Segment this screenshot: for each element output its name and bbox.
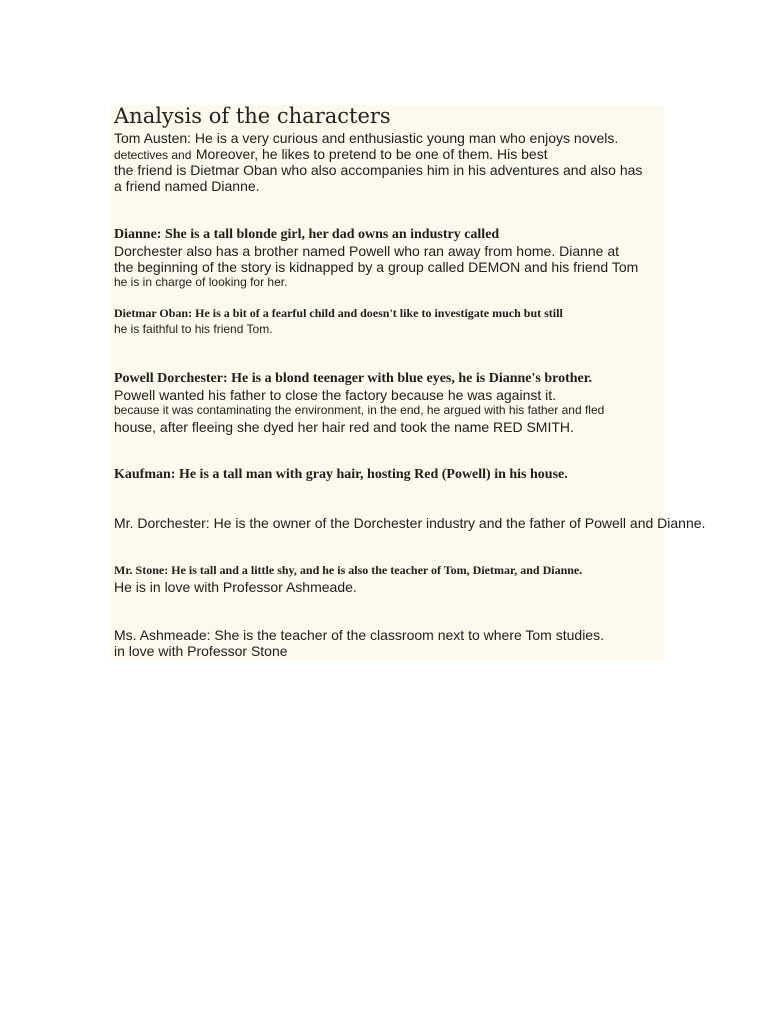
mr-dorchester-line: Mr. Dorchester: He is the owner of the Dorchester industry and the father of Powell and Dianne. (114, 515, 706, 531)
dietmar-line-2: he is faithful to his friend Tom. (114, 322, 273, 336)
tom-austen-line-2b: Moreover, he likes to pretend to be one of them. His best (195, 146, 548, 162)
ms-ashmeade-line-1: Ms. Ashmeade: She is the teacher of the classroom next to where Tom studies. (114, 627, 604, 643)
ms-ashmeade-line-2: in love with Professor Stone (114, 643, 288, 659)
document-title: Analysis of the characters (114, 104, 391, 128)
tom-austen-line-3: the friend is Dietmar Oban who also accompanies him in his adventures and also has (114, 162, 643, 178)
dietmar-heading-line: Dietmar Oban: He is a bit of a fearful child and doesn't like to investigate much but still (114, 306, 563, 320)
powell-line-2: Powell wanted his father to close the factory because he was against it. (114, 387, 557, 403)
kaufman-line: Kaufman: He is a tall man with gray hair, hosting Red (Powell) in his house. (114, 467, 568, 482)
mr-stone-line-2: He is in love with Professor Ashmeade. (114, 579, 357, 595)
powell-line-3: because it was contaminating the environment, in the end, he argued with his father and fled (114, 403, 605, 417)
tom-austen-line-4: a friend named Dianne. (114, 178, 260, 194)
mr-stone-heading-line: Mr. Stone: He is tall and a little shy, and he is also the teacher of Tom, Dietmar, and Dianne. (114, 563, 583, 577)
tom-austen-line-1: Tom Austen: He is a very curious and enthusiastic young man who enjoys novels. (114, 130, 619, 146)
powell-line-4: house, after fleeing she dyed her hair red and took the name RED SMITH. (114, 419, 574, 435)
dianne-line-3: the beginning of the story is kidnapped by a group called DEMON and his friend Tom (114, 259, 639, 275)
dianne-line-2: Dorchester also has a brother named Powell who ran away from home. Dianne at (114, 243, 620, 259)
tom-austen-line-2a: detectives and (114, 148, 192, 162)
dianne-heading-line: Dianne: She is a tall blonde girl, her dad owns an industry called (114, 227, 500, 242)
powell-heading-line: Powell Dorchester: He is a blond teenager with blue eyes, he is Dianne's brother. (114, 371, 593, 386)
dianne-line-4: he is in charge of looking for her. (114, 275, 288, 289)
